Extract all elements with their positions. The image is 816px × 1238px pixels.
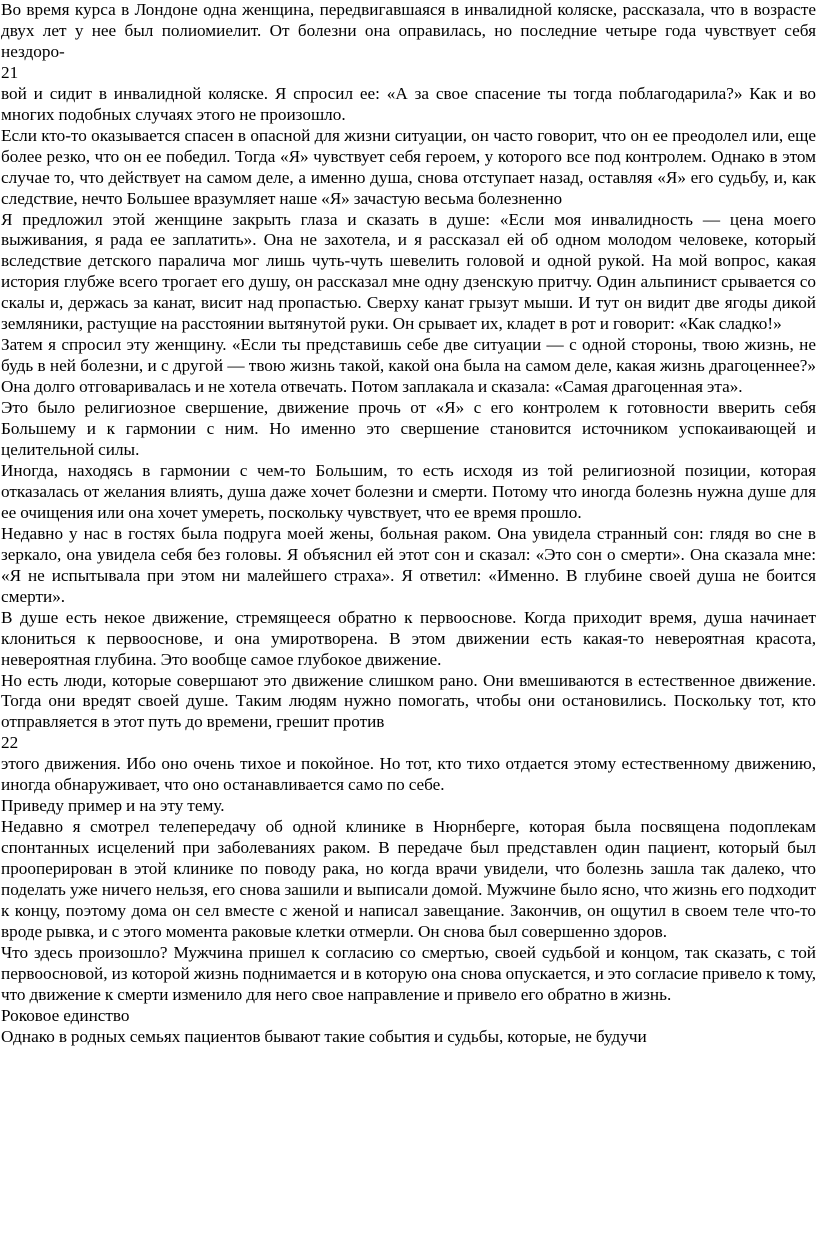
section-heading: Роковое единство [1,1005,130,1025]
paragraph-soul-wants-illness: Иногда, находясь в гармонии с чем-то Большим, то есть исходя из той религиозной позиции, которая отказалась от желания влиять, душа даже хочет болезни и смерти. Потому что иногда болезнь нужна душе для ее очищения или она хочет умереть, поскольку чувствует, что ее время прошло. [1,460,816,522]
paragraph-what-happened: Что здесь произошло? Мужчина пришел к согласию со смертью, своей судьбой и концом, так сказать, с той первоосновой, из которой жизнь поднимается и в которую она снова опускается, и это согласие привело к тому, что движение к смерти изменило для него свое направление и привело его обратно в жизнь. [1,942,816,1004]
paragraph-dream-mirror: Недавно у нас в гостях была подруга моей жены, больная раком. Она увидела странный сон: глядя во сне в зеркало, она увидела себя без головы. Я объяснил ей этот сон и сказал: «Это сон о смерти». Она сказала мне: «Я не испытывала при этом ни малейшего страха». Я ответил: «Именно. В глубине своей душа не боится смерти». [1,523,816,606]
paragraph-polio-woman-start: Во время курса в Лондоне одна женщина, передвигавшаяся в инвалидной коляске, рассказала, что в возрасте двух лет у нее был полиомиелит. От болезни она оправилась, но последние четыре года чувствует себя нездоро- [1,0,816,61]
page-number: 22 [1,733,19,753]
paragraph-family-events: Однако в родных семьях пациентов бывают такие события и судьбы, которые, не будучи [1,1026,647,1046]
paragraph-gratitude-question: вой и сидит в инвалидной коляске. Я спросил ее: «А за свое спасение ты тогда поблагодарила?» Как и во многих подобных случаях этого не произошло. [1,83,816,124]
paragraph-too-early: Но есть люди, которые совершают это движение слишком рано. Они вмешиваются в естественное движение. Тогда они вредят своей душе. Таким людям нужно помогать, чтобы они остановились. Поскольку тот, кто отправляется в этот путь до времени, грешит против [1,670,816,732]
paragraph-two-situations: Затем я спросил эту женщину. «Если ты представишь себе две ситуации — с одной стороны, твою жизнь, не будь в ней болезни, и с другой — твою жизнь такой, какой она была на самом деле, какая жизнь драгоценнее?» Она долго отговаривалась и не хотела отвечать. Потом заплакала и сказала: «Самая драгоценная эта». [1,335,816,397]
paragraph-ego-hero: Если кто-то оказывается спасен в опасной для жизни ситуации, он часто говорит, что он ее преодолел или, еще более резко, что он ее победил. Тогда «Я» чувствует себя героем, у которого все под контролем. Однако в этом случае то, что действует на самом деле, а именно душа, снова отступает назад, оставляя «Я» его судьбу, и, как следствие, нечто Большее вразумляет наше «Я» зачастую весьма болезненно [1,125,816,208]
page-number: 21 [1,62,19,82]
paragraph-movement-to-origin: В душе есть некое движение, стремящееся обратно к первооснове. Когда приходит время, душа начинает клониться к первооснове, и она умиротворена. В этом движении есть какая-то невероятная красота, невероятная глубина. Это вообще самое глубокое движение. [1,607,816,669]
paragraph-example-intro: Приведу пример и на эту тему. [1,796,225,816]
paragraph-quiet-movement: этого движения. Ибо оно очень тихое и покойное. Но тот, кто тихо отдается этому естественному движению, иногда обнаруживает, что оно останавливается само по себе. [1,754,816,795]
paragraph-zen-parable: Я предложил этой женщине закрыть глаза и сказать в душе: «Если моя инвалидность — цена моего выживания, я рада ее заплатить». Она не захотела, и я рассказал ей об одном молодом человеке, который вследствие детского паралича мог лишь чуть-чуть шевелить головой и одной рукой. На мой вопрос, какая история глубже всего трогает его душу, он рассказал мне одну дзенскую притчу. Один альпинист срывается со скалы и, держась за канат, висит над пропастью. Сверху канат грызут мыши. И тут он видит две ягоды дикой земляники, растущие на расстоянии вытянутой руки. Он срывает их, кладет в рот и говорит: «Как сладко!» [1,209,816,334]
paragraph-religious-act: Это было религиозное свершение, движение прочь от «Я» с его контролем к готовности вверить себя Большему и к гармонии с ним. Но именно это свершение становится источником успокаивающей и целительной силы. [1,398,816,460]
paragraph-nuremberg-clinic: Недавно я смотрел телепередачу об одной клинике в Нюрнберге, которая была посвящена подоплекам спонтанных исцелений при заболеваниях раком. В передаче был представлен один пациент, который был прооперирован в этой клинике по поводу рака, но когда врачи увидели, что болезнь зашла так далеко, что поделать уже ничего нельзя, его снова зашили и выписали домой. Мужчине было ясно, что жизнь его подходит к концу, поэтому дома он сел вместе с женой и написал завещание. Закончив, он ощутил в своем теле что-то вроде рывка, и с этого момента раковые клетки отмерли. Он снова был совершенно здоров. [1,817,816,941]
